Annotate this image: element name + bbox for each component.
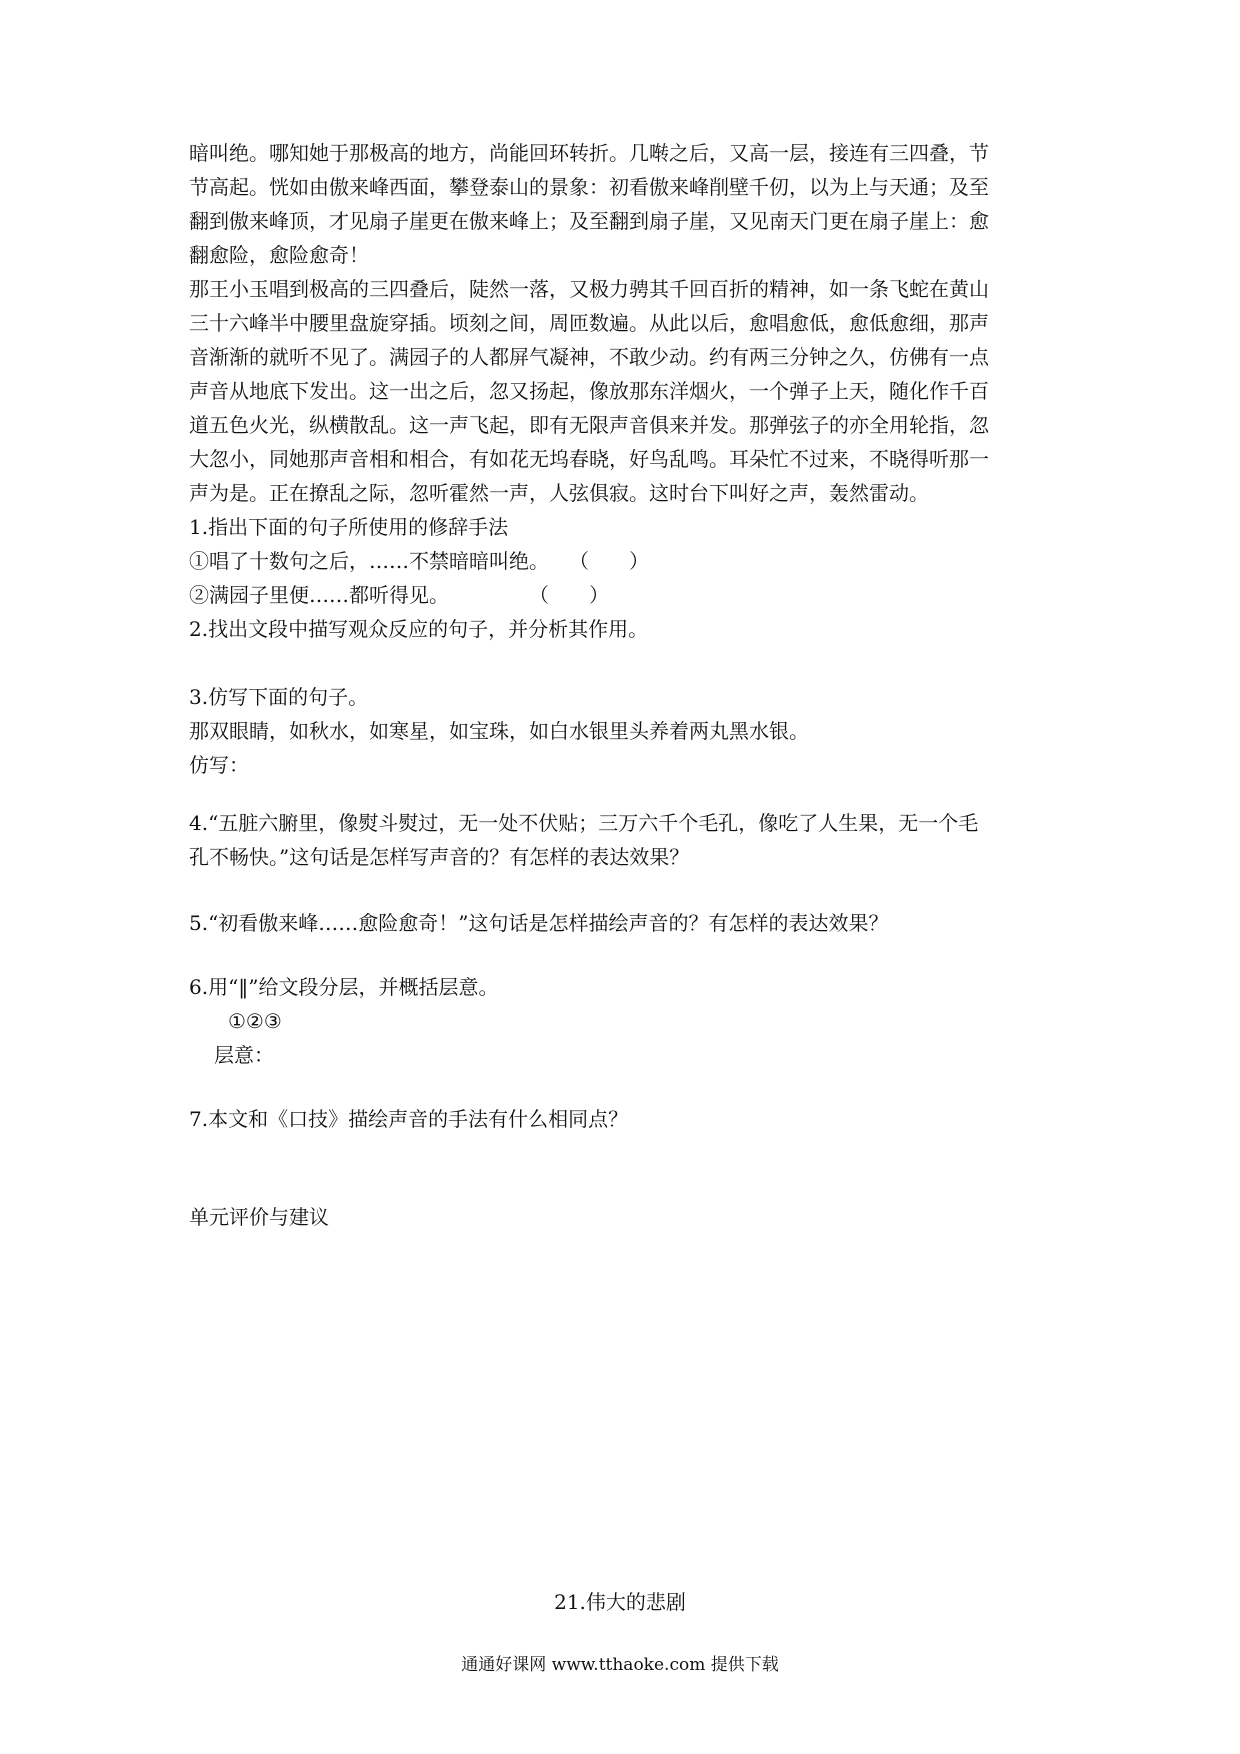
unit-evaluation-heading: 单元评价与建议 bbox=[189, 1205, 329, 1229]
question-2: 2.找出文段中描写观众反应的句子，并分析其作用。 bbox=[189, 617, 649, 641]
passage-line: 节高起。恍如由傲来峰西面，攀登泰山的景象：初看傲来峰削壁千仞，以为上与天通；及至 bbox=[189, 175, 989, 199]
question-3-sentence: 那双眼睛，如秋水，如寒星，如宝珠，如白水银里头养着两丸黑水银。 bbox=[189, 719, 809, 743]
passage-line: 那王小玉唱到极高的三四叠后，陡然一落，又极力骋其千回百折的精神，如一条飞蛇在黄山 bbox=[189, 277, 989, 301]
question-3-label: 仿写： bbox=[189, 753, 249, 777]
next-lesson-title: 21.伟大的悲剧 bbox=[554, 1590, 686, 1614]
passage-paragraph-1 bbox=[189, 136, 1064, 272]
question-6-marks: ①②③ bbox=[228, 1009, 282, 1033]
question-5: 5.“初看傲来峰……愈险愈奇！”这句话是怎样描绘声音的？有怎样的表达效果？ bbox=[189, 911, 889, 935]
question-6: 6.用“‖”给文段分层，并概括层意。 bbox=[189, 975, 499, 999]
passage-line: 声为是。正在撩乱之际，忽听霍然一声，人弦俱寂。这时台下叫好之声，轰然雷动。 bbox=[189, 481, 929, 505]
question-4-line-2: 孔不畅快。”这句话是怎样写声音的？有怎样的表达效果？ bbox=[189, 845, 690, 869]
question-1-item-b: ②满园子里便……都听得见。 （ ） bbox=[189, 583, 609, 607]
passage-paragraph-2 bbox=[189, 272, 1064, 510]
passage-line: 声音从地底下发出。这一出之后，忽又扬起，像放那东洋烟火，一个弹子上天，随化作千百 bbox=[189, 379, 989, 403]
passage-line: 翻愈险，愈险愈奇！ bbox=[189, 243, 369, 267]
question-3: 3.仿写下面的句子。 bbox=[189, 685, 369, 709]
question-1: 1.指出下面的句子所使用的修辞手法 bbox=[189, 515, 509, 539]
question-4-line-1: 4.“五脏六腑里，像熨斗熨过，无一处不伏贴；三万六千个毛孔，像吃了人生果，无一个毛 bbox=[189, 811, 979, 835]
passage-line: 三十六峰半中腰里盘旋穿插。顷刻之间，周匝数遍。从此以后，愈唱愈低，愈低愈细，那声 bbox=[189, 311, 989, 335]
passage-line: 大忽小，同她那声音相和相合，有如花无坞春晓，好鸟乱鸣。耳朵忙不过来，不晓得听那一 bbox=[189, 447, 989, 471]
passage-line: 音渐渐的就听不见了。满园子的人都屏气凝神，不敢少动。约有两三分钟之久，仿佛有一点 bbox=[189, 345, 989, 369]
question-6-label: 层意： bbox=[214, 1043, 274, 1067]
question-7: 7.本文和《口技》描绘声音的手法有什么相同点？ bbox=[189, 1107, 629, 1131]
passage-line: 道五色火光，纵横散乱。这一声飞起，即有无限声音俱来并发。那弹弦子的亦全用轮指，忽 bbox=[189, 413, 989, 437]
passage-line: 翻到傲来峰顶，才见扇子崖更在傲来峰上；及至翻到扇子崖，又见南天门更在扇子崖上：愈 bbox=[189, 209, 989, 233]
passage-line: 暗叫绝。哪知她于那极高的地方，尚能回环转折。几啭之后，又高一层，接连有三四叠，节 bbox=[189, 141, 989, 165]
page-footer: 通通好课网 www.tthaoke.com 提供下载 bbox=[461, 1655, 779, 1675]
question-1-item-a: ①唱了十数句之后，……不禁暗暗叫绝。 （ ） bbox=[189, 549, 649, 573]
